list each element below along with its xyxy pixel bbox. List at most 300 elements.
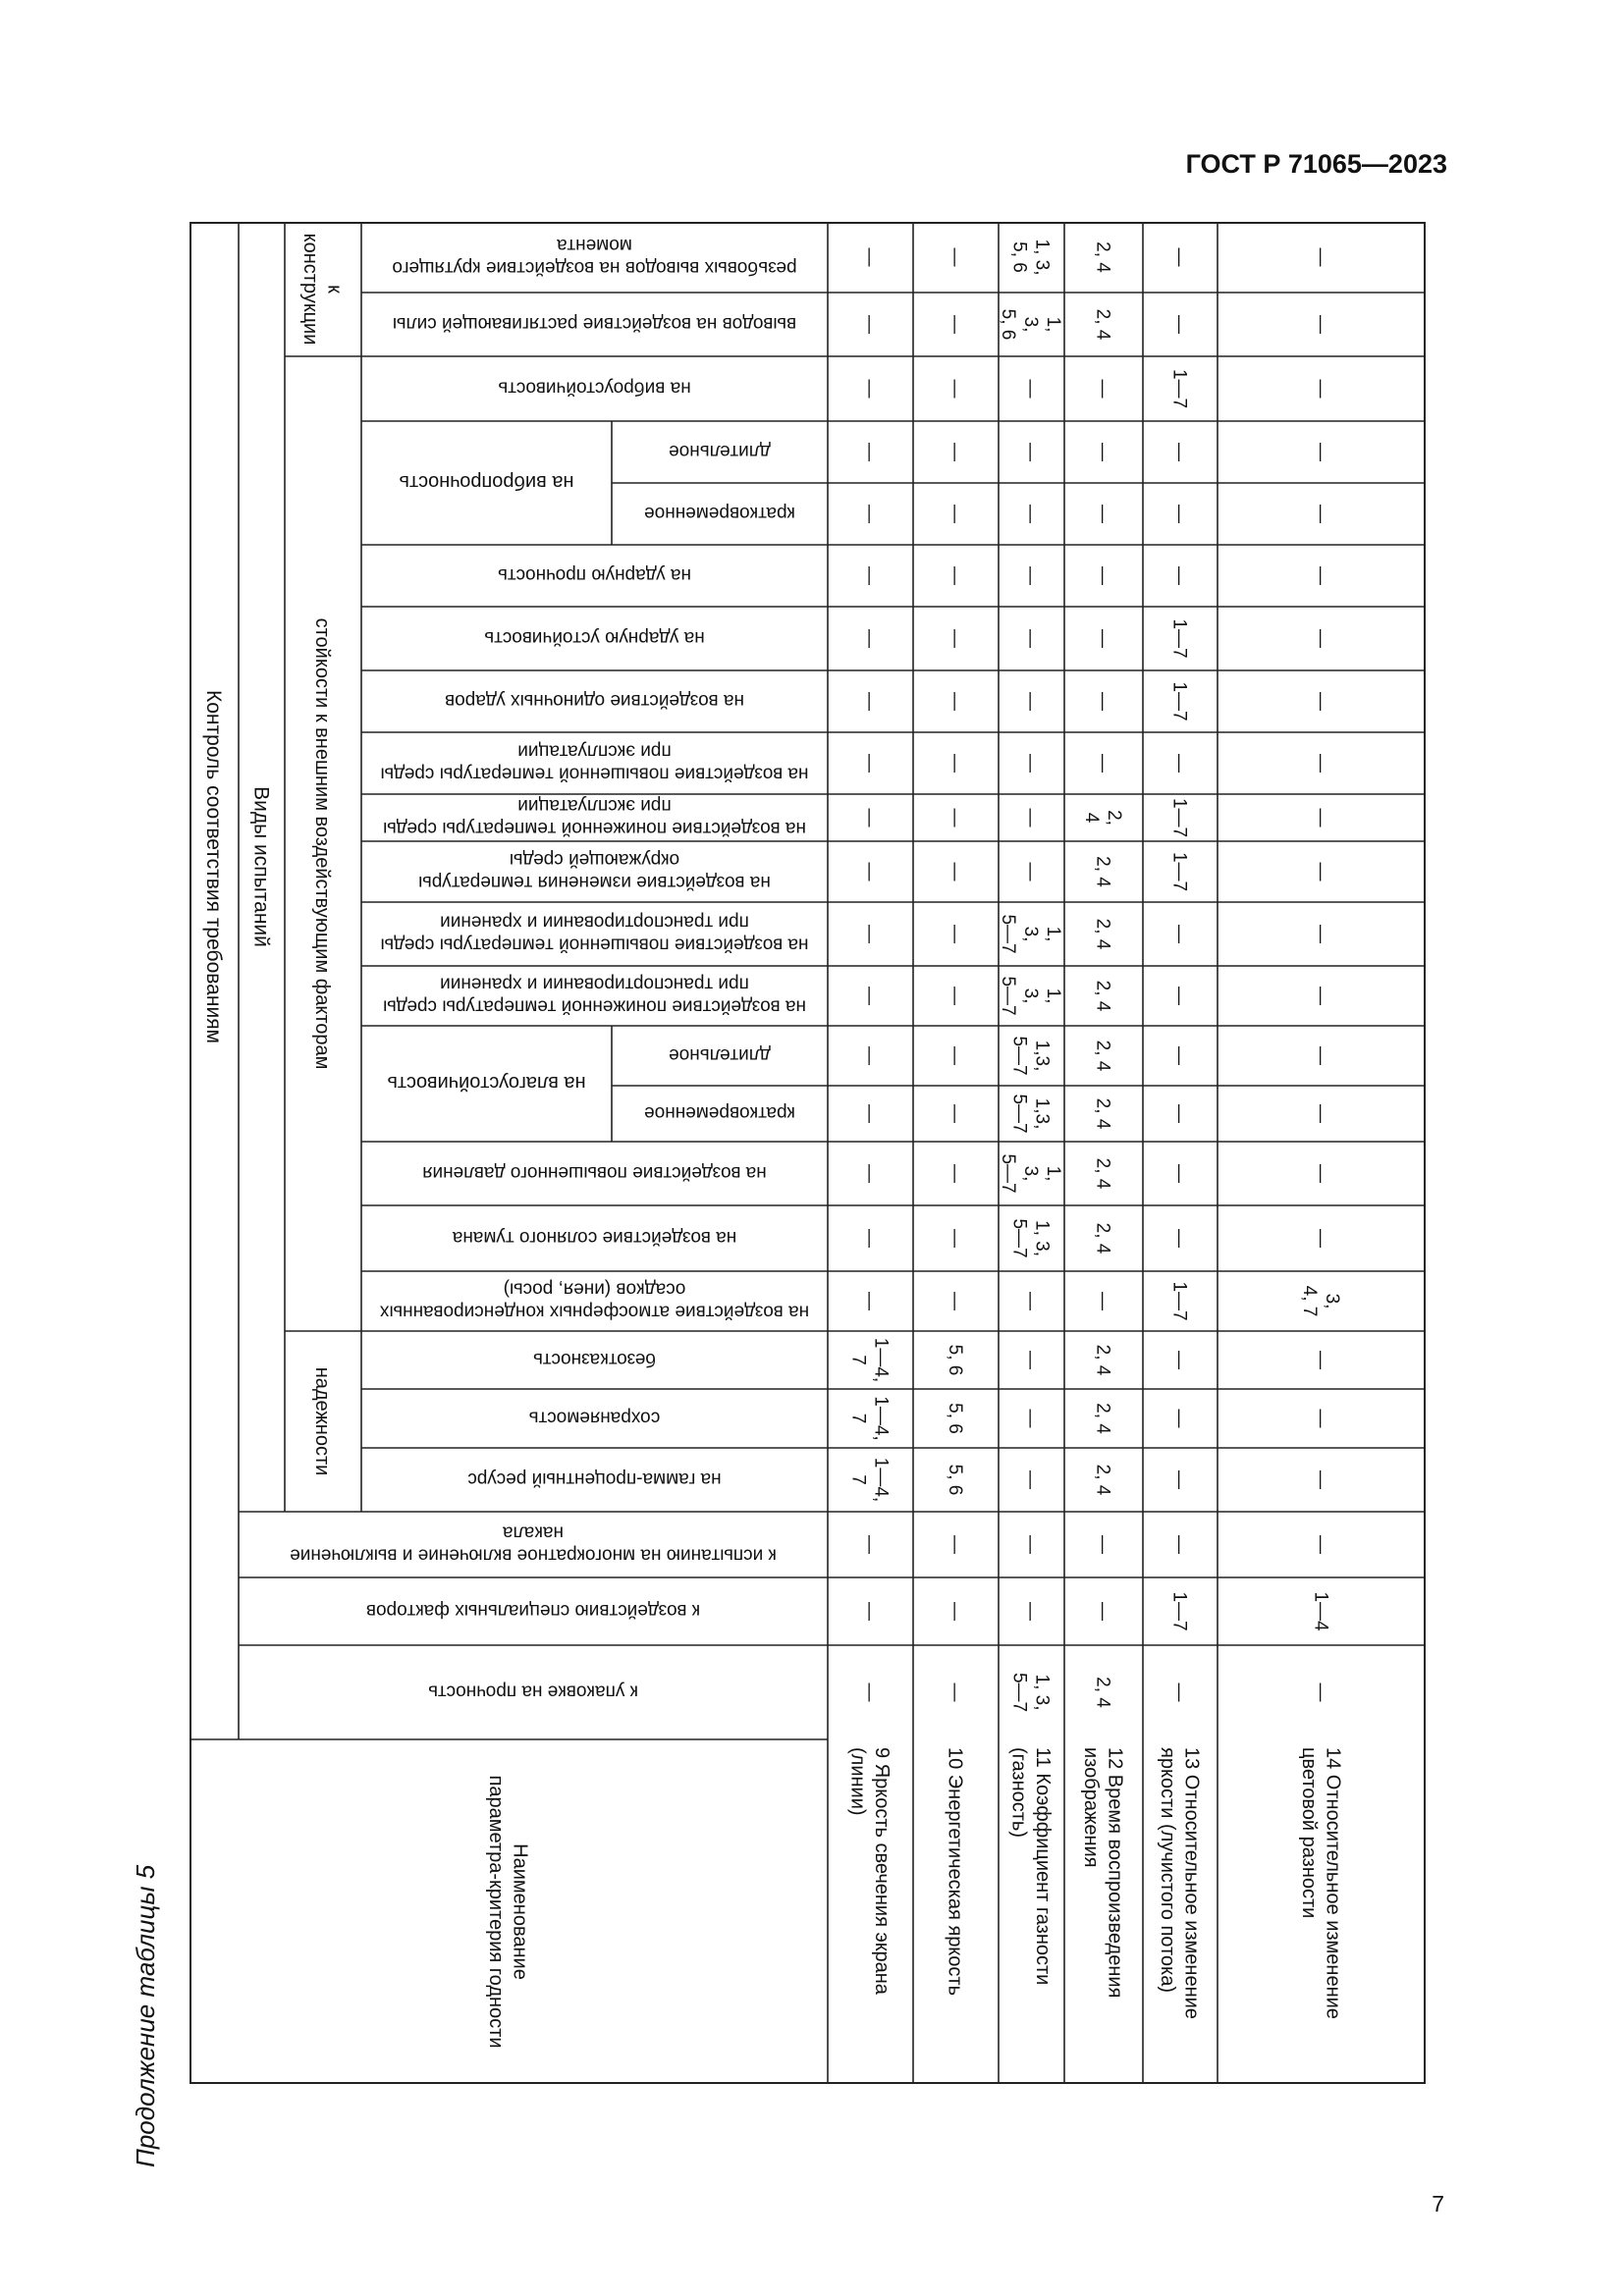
cell-r12-c22: — [1092, 1535, 1113, 1554]
column-header-9: на воздействие повышенной температуры средыпри эксплуатации [380, 740, 809, 784]
cell-r10-c19: 5, 6 [945, 1344, 966, 1376]
cell-r9-c2: — [859, 315, 881, 334]
cell-r10-c6: — [945, 566, 966, 585]
cell-r9-c24: — [859, 1682, 881, 1702]
page-number: 7 [1432, 2191, 1444, 2216]
cell-r11-c18: — [1020, 1292, 1042, 1310]
column-header-19-group [533, 1349, 656, 1369]
cell-r11-c15-group [1008, 1094, 1052, 1133]
cell-r13-c22-group [1169, 1535, 1190, 1554]
row-name-13-group [1157, 1747, 1202, 2019]
cell-r10-c1-group [945, 248, 965, 267]
cell-r9-c20: 1—4,7 [847, 1396, 892, 1441]
cell-r11-c6: — [1020, 566, 1042, 585]
column-header-20-group [529, 1408, 661, 1428]
cell-r13-c1-group [1169, 248, 1190, 267]
column-header-7-group [484, 627, 705, 648]
cell-r9-c18-group [859, 1292, 880, 1310]
cell-r14-c17-group [1311, 1229, 1331, 1248]
cell-r9-c9-group [859, 754, 880, 773]
cell-r11-c5: — [1020, 505, 1042, 523]
cell-r10-c16-group [945, 1164, 965, 1183]
cell-r9-c8: — [859, 692, 881, 711]
cell-r9-c21: 1—4,7 [847, 1457, 892, 1503]
cell-r10-c12: — [945, 925, 966, 943]
cell-r12-c12: 2, 4 [1092, 918, 1113, 950]
cell-r10-c2-group [945, 315, 965, 334]
cell-r12-c22-group [1093, 1535, 1113, 1554]
cell-r13-c19-group [1169, 1351, 1190, 1369]
cell-r13-c16-group [1169, 1164, 1190, 1183]
cell-r10-c10: — [945, 808, 966, 828]
cell-r11-c17-group [1008, 1218, 1052, 1257]
column-header-23-group [366, 1600, 700, 1621]
cell-r13-c10: 1—7 [1168, 797, 1190, 838]
column-header-21-group [467, 1468, 721, 1489]
column-header-12-group [380, 911, 808, 954]
cell-r9-c22: — [859, 1535, 881, 1554]
cell-r13-c13-group [1169, 987, 1190, 1005]
cell-r13-c24: — [1168, 1682, 1190, 1702]
cell-r9-c16: — [859, 1164, 881, 1183]
row-name-9-group [846, 1747, 892, 1996]
cell-r11-c7-group [1020, 629, 1041, 648]
cell-r14-c16: — [1310, 1164, 1331, 1183]
column-header-12: на воздействие повышенной температуры средыпри транспортировании и хранении [380, 911, 809, 955]
cell-r13-c18: 1—7 [1168, 1281, 1190, 1321]
cell-r12-c2: 2, 4 [1092, 308, 1113, 341]
cell-r13-c5-group [1169, 505, 1190, 523]
cell-r9-c7-group [859, 629, 880, 648]
cell-r14-c15: — [1310, 1104, 1331, 1123]
column-header-13: на воздействие пониженной температуры средыпри транспортировании и хранении [383, 973, 806, 1017]
cell-r13-c4: — [1168, 443, 1190, 461]
column-header-16-group [422, 1162, 767, 1183]
cell-r11-c10-group [1020, 809, 1041, 828]
cell-r11-c6-group [1020, 566, 1041, 585]
cell-r11-c18-group [1020, 1292, 1041, 1310]
cell-r11-c4-group [1020, 443, 1041, 461]
cell-r11-c16: 1,3,5—7 [997, 1153, 1064, 1194]
cell-r13-c2: — [1168, 315, 1190, 334]
cell-r12-c14-group [1093, 1041, 1113, 1072]
cell-r14-c3-group [1311, 380, 1331, 399]
cell-r12-c21: 2, 4 [1092, 1464, 1113, 1496]
cell-r14-c17: — [1310, 1229, 1331, 1248]
cell-r13-c15: — [1168, 1104, 1190, 1123]
cell-r10-c9: — [945, 754, 966, 773]
cell-r12-c24-group [1093, 1677, 1113, 1708]
cell-r10-c10-group [945, 809, 965, 828]
cell-r12-c17: 2, 4 [1092, 1222, 1113, 1255]
row-name-9: 9 Яркость свечения экрана(линии) [846, 1747, 893, 1995]
cell-r10-c14: — [945, 1046, 966, 1065]
cell-r9-c16-group [859, 1164, 880, 1183]
cell-r14-c10-group [1311, 809, 1331, 828]
cell-r14-c1: — [1310, 247, 1331, 267]
column-header-7: на ударную устойчивость [484, 627, 705, 649]
cell-r9-c11: — [859, 862, 881, 881]
cell-r14-c23-group [1311, 1591, 1331, 1631]
cell-r14-c21: — [1310, 1470, 1331, 1489]
cell-r13-c14-group [1169, 1046, 1190, 1065]
cell-r9-c13-group [859, 987, 880, 1005]
cell-r14-c22-group [1311, 1535, 1331, 1554]
cell-r14-c20: — [1310, 1409, 1331, 1428]
column-header-19: безотказность [532, 1349, 657, 1370]
cell-r10-c6-group [945, 566, 965, 585]
cell-r13-c12: — [1168, 925, 1190, 943]
cell-r10-c3-group [945, 380, 965, 399]
cell-r12-c19-group [1093, 1345, 1113, 1376]
cell-r11-c22-group [1020, 1535, 1041, 1554]
cell-r14-c13-group [1311, 987, 1331, 1005]
cell-r14-c8-group [1311, 692, 1331, 711]
cell-r11-c7: — [1020, 629, 1042, 648]
cell-r12-c17-group [1093, 1223, 1113, 1255]
cell-r14-c21-group [1311, 1470, 1331, 1489]
subgroup-vibration-label-group [399, 471, 573, 493]
column-header-18-group [379, 1278, 809, 1321]
column-header-14-group [669, 1044, 771, 1065]
cell-r11-c1: 1, 3,5, 6 [1008, 239, 1053, 276]
cell-r14-c4: — [1310, 443, 1331, 461]
cell-r9-c22-group [859, 1535, 880, 1554]
cell-r10-c17: — [945, 1229, 966, 1248]
cell-r12-c16-group [1093, 1158, 1113, 1190]
cell-r10-c22-group [945, 1535, 965, 1554]
cell-r14-c9-group [1311, 754, 1331, 773]
cell-r13-c6: — [1168, 566, 1190, 585]
cell-r12-c7-group [1093, 629, 1113, 648]
cell-r9-c18: — [859, 1292, 881, 1310]
parameter-header-label-group [485, 1776, 530, 2049]
cell-r12-c23: — [1092, 1602, 1113, 1621]
cell-r10-c13: — [945, 987, 966, 1005]
cell-r13-c17-group [1169, 1229, 1190, 1248]
cell-r9-c4-group [859, 443, 880, 461]
cell-r12-c7: — [1092, 629, 1113, 648]
cell-r10-c7: — [945, 629, 966, 648]
cell-r11-c10: — [1020, 808, 1042, 828]
cell-r10-c14-group [945, 1046, 965, 1065]
cell-r12-c1: 2, 4 [1092, 241, 1113, 273]
cell-r11-c8: — [1020, 692, 1042, 711]
column-header-5: кратковременное [644, 503, 795, 524]
cell-r10-c5-group [945, 505, 965, 523]
cell-r10-c11-group [945, 863, 965, 881]
cell-r13-c8: 1—7 [1168, 681, 1190, 721]
header-test-types-label: Виды испытаний [249, 786, 273, 947]
cell-r9-c6: — [859, 566, 881, 585]
cell-r9-c11-group [859, 863, 880, 881]
cell-r11-c19-group [1020, 1351, 1041, 1369]
cell-r9-c3: — [859, 379, 881, 399]
cell-r11-c14: 1,3,5—7 [1008, 1036, 1053, 1076]
cell-r12-c8-group [1093, 692, 1113, 711]
cell-r11-c16-group [998, 1153, 1063, 1193]
cell-r9-c19-group [847, 1338, 891, 1382]
cell-r9-c17-group [859, 1229, 880, 1248]
cell-r11-c12-group [998, 914, 1063, 953]
cell-r10-c24: — [945, 1682, 966, 1702]
cell-r11-c15: 1,3,5—7 [1008, 1094, 1053, 1134]
cell-r14-c18-group [1299, 1286, 1342, 1317]
cell-r12-c2-group [1093, 309, 1113, 341]
cell-r9-c12-group [859, 925, 880, 943]
row-name-11-group [1007, 1747, 1053, 1985]
cell-r12-c9-group [1093, 754, 1113, 773]
cell-r13-c20-group [1169, 1410, 1190, 1428]
cell-r14-c14-group [1311, 1046, 1331, 1065]
column-header-1-group [392, 235, 796, 278]
cell-r13-c11-group [1169, 852, 1190, 891]
row-name-13: 13 Относительное изменениеяркости (лучистого потока) [1156, 1747, 1203, 2019]
cell-r14-c24: — [1310, 1682, 1331, 1702]
row-name-12-group [1080, 1747, 1125, 1998]
column-header-15: кратковременное [644, 1102, 795, 1124]
cell-r10-c2: — [945, 315, 966, 334]
cell-r14-c12: — [1310, 925, 1331, 943]
cell-r14-c6-group [1311, 566, 1331, 585]
cell-r11-c3-group [1020, 380, 1041, 399]
cell-r9-c2-group [859, 315, 880, 334]
column-header-16: на воздействие повышенного давления [422, 1162, 767, 1184]
cell-r14-c3: — [1310, 379, 1331, 399]
cell-r12-c18-group [1093, 1292, 1113, 1310]
cell-r11-c24: 1, 3,5—7 [1008, 1672, 1053, 1713]
cell-r11-c22: — [1020, 1535, 1042, 1554]
cell-r12-c5-group [1093, 505, 1113, 523]
column-header-15-group [644, 1102, 795, 1123]
cell-r10-c3: — [945, 379, 966, 399]
cell-r9-c5: — [859, 505, 881, 523]
cell-r10-c1: — [945, 247, 966, 267]
cell-r11-c20: — [1020, 1409, 1042, 1428]
cell-r12-c16: 2, 4 [1092, 1157, 1113, 1190]
cell-r10-c20: 5, 6 [945, 1403, 966, 1434]
cell-r11-c5-group [1020, 505, 1041, 523]
cell-r13-c13: — [1168, 987, 1190, 1005]
cell-r13-c24-group [1169, 1683, 1190, 1702]
row-name-14-group [1298, 1747, 1343, 2019]
cell-r9-c5-group [859, 505, 880, 523]
cell-r11-c8-group [1020, 692, 1041, 711]
cell-r12-c10-group [1081, 810, 1124, 826]
cell-r14-c7: — [1310, 629, 1331, 648]
cell-r9-c10-group [859, 809, 880, 828]
cell-r9-c15: — [859, 1104, 881, 1123]
cell-r14-c2-group [1311, 315, 1331, 334]
cell-r12-c4-group [1093, 443, 1113, 461]
group-external-factors-label-group [311, 618, 333, 1070]
parameter-header-label: Наименованиепараметра-критерия годности [484, 1775, 531, 2049]
cell-r9-c9: — [859, 754, 881, 773]
cell-r12-c1-group [1093, 241, 1113, 273]
column-header-4-group [669, 441, 771, 461]
cell-r14-c1-group [1311, 248, 1331, 267]
cell-r11-c21-group [1020, 1470, 1041, 1489]
cell-r9-c1: — [859, 247, 881, 267]
cell-r14-c5-group [1311, 505, 1331, 523]
cell-r14-c19: — [1310, 1351, 1331, 1369]
cell-r9-c24-group [859, 1683, 880, 1702]
cell-r11-c17: 1, 3,5—7 [1008, 1218, 1053, 1258]
cell-r13-c10-group [1169, 798, 1190, 837]
cell-r10-c24-group [945, 1683, 965, 1702]
cell-r14-c15-group [1311, 1104, 1331, 1123]
cell-r14-c10: — [1310, 808, 1331, 828]
subgroup-humidity-label: на влагоустойчивость [387, 1072, 586, 1095]
cell-r12-c3: — [1092, 379, 1113, 399]
cell-r9-c1-group [859, 248, 880, 267]
column-header-2-group [393, 313, 796, 334]
cell-r13-c15-group [1169, 1104, 1190, 1123]
subgroup-vibration-label: на вибропрочность [399, 471, 574, 494]
cell-r11-c9: — [1020, 754, 1042, 773]
cell-r13-c23-group [1169, 1591, 1190, 1630]
cell-r14-c9: — [1310, 754, 1331, 773]
cell-r12-c18: — [1092, 1292, 1113, 1310]
cell-r12-c11: 2, 4 [1092, 856, 1113, 887]
cell-r9-c14: — [859, 1046, 881, 1065]
cell-r10-c22: — [945, 1535, 966, 1554]
group-construction-label-group [299, 234, 345, 346]
column-header-24-group [428, 1682, 638, 1702]
cell-r12-c12-group [1093, 919, 1113, 950]
column-header-24: к упаковке на прочность [428, 1681, 638, 1702]
column-header-11: на воздействие изменения температурыокружающей среды [418, 848, 771, 893]
column-header-8-group [445, 690, 744, 711]
column-header-17: на воздействие соляного тумана [452, 1227, 737, 1249]
cell-r11-c19: — [1020, 1351, 1042, 1369]
cell-r14-c23: 1—4 [1310, 1591, 1331, 1631]
cell-r12-c5: — [1092, 505, 1113, 523]
cell-r12-c6-group [1093, 566, 1113, 585]
column-header-8: на воздействие одиночных ударов [445, 690, 744, 712]
column-header-4: длительное [669, 441, 771, 462]
cell-r10-c8-group [945, 692, 965, 711]
row-name-10: 10 Энергетическая яркость [944, 1747, 966, 1996]
cell-r13-c12-group [1169, 925, 1190, 943]
cell-r14-c14: — [1310, 1046, 1331, 1065]
cell-r13-c5: — [1168, 505, 1190, 523]
cell-r14-c20-group [1311, 1410, 1331, 1428]
cell-r13-c17: — [1168, 1229, 1190, 1248]
group-construction-label: кконструкции [298, 233, 346, 346]
cell-r10-c5: — [945, 505, 966, 523]
cell-r14-c12-group [1311, 925, 1331, 943]
cell-r10-c8: — [945, 692, 966, 711]
cell-r13-c21: — [1168, 1470, 1190, 1489]
cell-r9-c15-group [859, 1104, 880, 1123]
cell-r12-c9: — [1092, 754, 1113, 773]
cell-r12-c6: — [1092, 566, 1113, 585]
cell-r11-c11-group [1020, 863, 1041, 881]
cell-r10-c16: — [945, 1164, 966, 1183]
header-top-label-group [202, 690, 225, 1043]
cell-r13-c18-group [1169, 1281, 1190, 1320]
cell-r11-c24-group [1008, 1673, 1052, 1712]
cell-r12-c20-group [1093, 1403, 1113, 1434]
cell-r14-c11-group [1311, 863, 1331, 881]
column-header-17-group [452, 1227, 736, 1248]
cell-r11-c23: — [1020, 1602, 1042, 1621]
column-header-10: на воздействие пониженной температуры средыпри эксплуатации [383, 794, 806, 839]
cell-r9-c13: — [859, 987, 881, 1005]
cell-r9-c23: — [859, 1602, 881, 1621]
cell-r14-c7-group [1311, 629, 1331, 648]
cell-r11-c14-group [1008, 1036, 1052, 1075]
cell-r10-c13-group [945, 987, 965, 1005]
cell-r13-c21-group [1169, 1470, 1190, 1489]
cell-r14-c6: — [1310, 566, 1331, 585]
cell-r13-c3-group [1169, 369, 1190, 408]
column-header-5-group [644, 503, 795, 523]
column-header-3: на виброустойчивость [498, 377, 691, 399]
cell-r14-c11: — [1310, 862, 1331, 881]
cell-r13-c20: — [1168, 1409, 1190, 1428]
column-header-23: к воздействию специальных факторов [365, 1600, 701, 1622]
cell-r9-c20-group [847, 1396, 891, 1440]
cell-r11-c2-group [998, 309, 1063, 341]
column-header-1: резьбовых выводов на воздействие крутящегомомента [392, 234, 797, 279]
row-name-11: 11 Коэффициент газности(газность) [1007, 1747, 1054, 1986]
cell-r9-c19: 1—4,7 [847, 1337, 892, 1383]
cell-r10-c18: — [945, 1292, 966, 1310]
subgroup-humidity-label-group [387, 1072, 585, 1094]
cell-r10-c15: — [945, 1104, 966, 1123]
column-header-10-group [383, 795, 806, 838]
cell-r10-c4-group [945, 443, 965, 461]
cell-r13-c7: 1—7 [1168, 618, 1190, 659]
cell-r12-c20: 2, 4 [1092, 1403, 1113, 1434]
cell-r11-c13: 1,3,5—7 [997, 976, 1064, 1016]
cell-r11-c13-group [998, 976, 1063, 1015]
cell-r13-c4-group [1169, 443, 1190, 461]
cell-r13-c16: — [1168, 1164, 1190, 1183]
cell-r12-c15-group [1093, 1098, 1113, 1130]
cell-r12-c13: 2, 4 [1092, 980, 1113, 1012]
cell-r13-c6-group [1169, 566, 1190, 585]
cell-r11-c9-group [1020, 754, 1041, 773]
cell-r13-c3: 1—7 [1168, 368, 1190, 409]
group-reliability-label-group [311, 1367, 333, 1476]
cell-r10-c18-group [945, 1292, 965, 1310]
cell-r12-c3-group [1093, 380, 1113, 399]
cell-r14-c22: — [1310, 1535, 1331, 1554]
rotated-test-table [189, 222, 1426, 2084]
cell-r10-c19-group [945, 1345, 965, 1376]
cell-r12-c19: 2, 4 [1092, 1344, 1113, 1376]
cell-r10-c23-group [945, 1602, 965, 1621]
header-top-label: Контроль соответствия требованиям [201, 690, 225, 1043]
cell-r10-c11: — [945, 862, 966, 881]
column-header-11-group [418, 849, 771, 892]
cell-r12-c21-group [1093, 1465, 1113, 1496]
cell-r10-c9-group [945, 754, 965, 773]
cell-r13-c11: 1—7 [1168, 851, 1190, 892]
cell-r9-c12: — [859, 925, 881, 943]
cell-r9-c8-group [859, 692, 880, 711]
cell-r11-c11: — [1020, 862, 1042, 881]
cell-r14-c13: — [1310, 987, 1331, 1005]
row-name-10-group [945, 1747, 966, 1996]
column-header-14: длительное [669, 1044, 771, 1066]
cell-r9-c14-group [859, 1046, 880, 1065]
column-header-21: на гамма-процентный ресурс [467, 1468, 722, 1490]
column-header-22-group [290, 1522, 777, 1565]
